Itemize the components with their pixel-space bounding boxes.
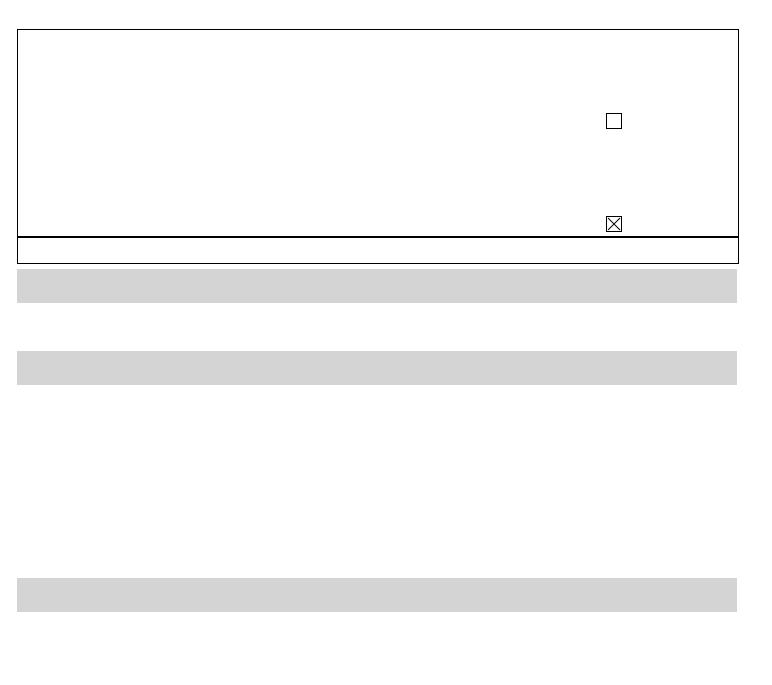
kamers-header-band: [17, 269, 737, 303]
zalen-header-band: [17, 351, 737, 385]
details-empty-row: [17, 236, 739, 264]
details-box: [17, 29, 739, 236]
check-cross-icon: [607, 217, 621, 231]
groepsrekening-checkbox[interactable]: [606, 216, 622, 232]
draaiboek-checkbox[interactable]: [606, 113, 622, 129]
bestellingen-header-band: [17, 578, 737, 612]
